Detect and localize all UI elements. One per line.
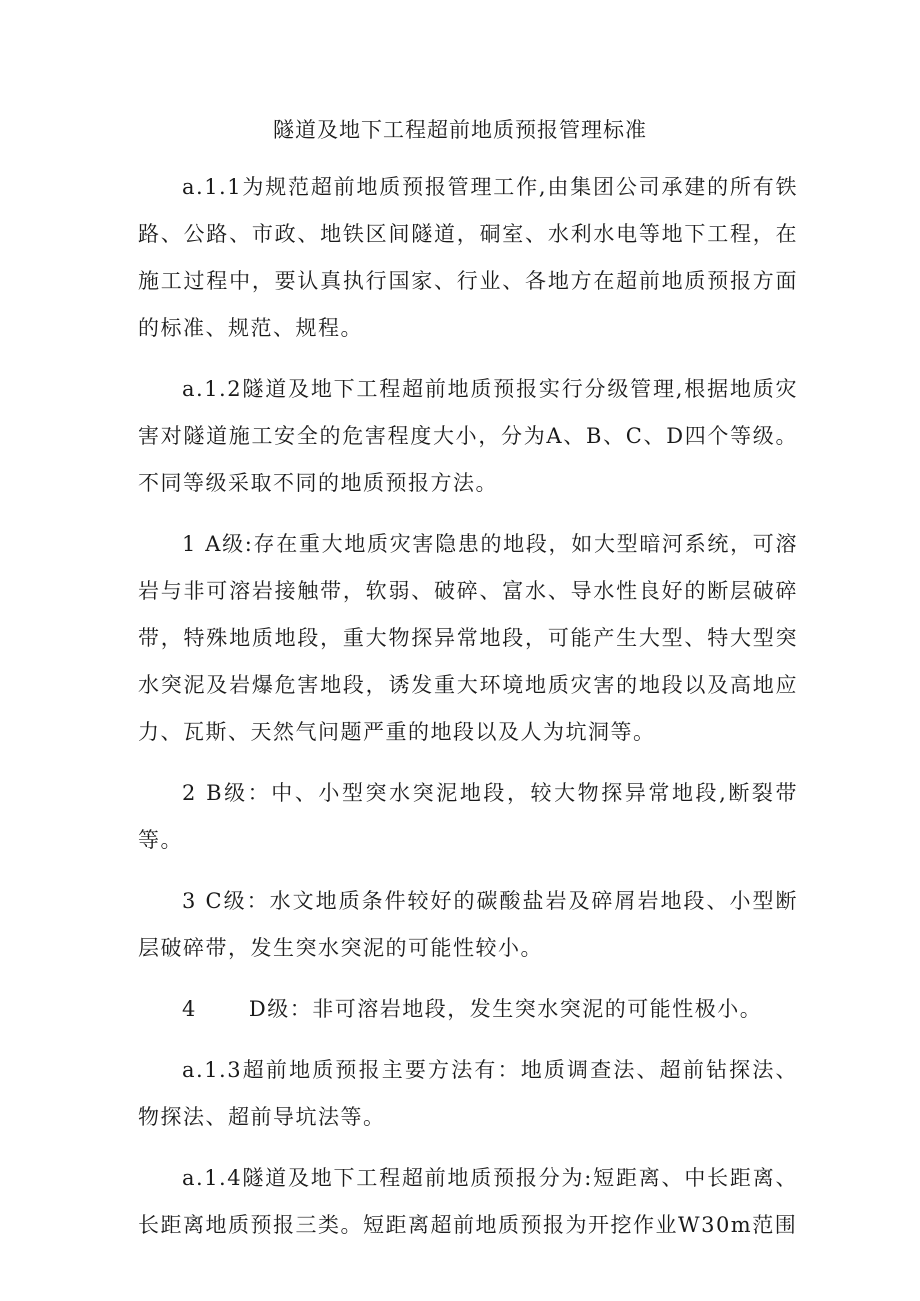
paragraph-a-1-2: a.1.2隧道及地下工程超前地质预报实行分级管理,根据地质灾害对隧道施工安全的危害程度大小，分为A、B、C、D四个等级。不同等级采取不同的地质预报方法。 bbox=[138, 377, 798, 495]
document-body bbox=[138, 164, 798, 1263]
paragraph-level-a: 1 A级:存在重大地质灾害隐患的地段，如大型暗河系统，可溶岩与非可溶岩接触带，软弱、破碎、富水、导水性良好的断层破碎带，特殊地质地段，重大物探异常地段，可能产生大型、特大型突水突泥及岩爆危害地段，诱发重大环境地质灾害的地段以及高地应力、瓦斯、天然气问题严重的地段以及人为坑洞等。 bbox=[138, 532, 798, 744]
paragraph-a-1-1: a.1.1为规范超前地质预报管理工作,由集团公司承建的所有铁路、公路、市政、地铁区间隧道，硐室、水利水电等地下工程，在施工过程中，要认真执行国家、行业、各地方在超前地质预报方面的标准、规范、规程。 bbox=[138, 175, 798, 340]
document-title: 隧道及地下工程超前地质预报管理标准 bbox=[273, 118, 647, 142]
paragraph-level-c: 3 C级：水文地质条件较好的碳酸盐岩及碎屑岩地段、小型断层破碎带，发生突水突泥的可能性较小。 bbox=[138, 889, 798, 960]
paragraph-level-b: 2 B级：中、小型突水突泥地段，较大物探异常地段,断裂带等。 bbox=[138, 781, 798, 852]
paragraph-a-1-4: a.1.4隧道及地下工程超前地质预报分为:短距离、中长距离、长距离地质预报三类。短距离超前地质预报为开挖作业W30m范围 bbox=[138, 1166, 798, 1237]
paragraph-level-d-text: D级：非可溶岩地段，发生突水突泥的可能性极小。 bbox=[248, 997, 763, 1021]
paragraph-level-d-number: 4 bbox=[182, 997, 197, 1021]
paragraph-a-1-3: a.1.3超前地质预报主要方法有：地质调查法、超前钻探法、物探法、超前导坑法等。 bbox=[138, 1058, 798, 1129]
paragraph-level-d bbox=[138, 986, 798, 1033]
